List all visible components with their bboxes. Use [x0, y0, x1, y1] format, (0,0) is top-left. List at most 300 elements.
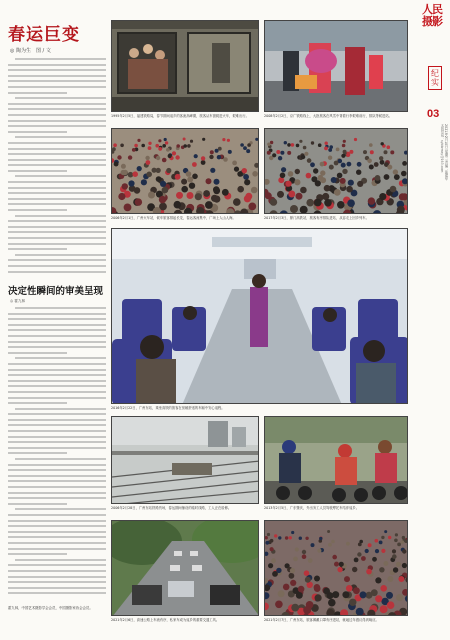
text-line — [8, 436, 106, 438]
crowd-figure — [252, 171, 258, 177]
text-line — [8, 369, 106, 371]
crowd-figure — [228, 150, 232, 154]
crowd-figure — [187, 192, 194, 199]
text-line — [8, 525, 106, 527]
photo-caption: 2008年2月2日，京广铁路线上，大批旅客在风雪中背着行李艰难前行，排队等候进站。 — [264, 114, 392, 118]
photo-caption: 2017年2月3日，厦门高铁站，旅客有序排队进站，从容走上回乡列车。 — [264, 216, 369, 220]
text-line — [15, 136, 106, 138]
crowd-figure — [288, 191, 295, 198]
crowd-figure — [287, 143, 291, 147]
text-line — [8, 413, 106, 415]
crowd-figure — [328, 543, 332, 547]
crowd-figure — [384, 150, 388, 154]
crowd-figure — [383, 561, 388, 566]
crowd-figure — [353, 587, 360, 594]
text-line — [8, 125, 106, 127]
crowd-figure — [372, 557, 377, 562]
crowd-figure — [291, 531, 294, 534]
text-line — [8, 131, 67, 133]
crowd-figure — [392, 554, 397, 559]
crowd-figure — [368, 543, 372, 547]
text-line — [8, 492, 106, 494]
crowd-figure — [340, 178, 346, 184]
crowd-figure — [387, 145, 391, 149]
crowd-figure — [214, 179, 220, 185]
crowd-figure — [346, 153, 350, 157]
crowd-figure — [401, 171, 407, 177]
text-line — [15, 97, 106, 99]
crowd-figure — [369, 165, 374, 170]
crowd-figure — [121, 170, 126, 175]
crowd-figure — [218, 147, 222, 151]
crowd-figure — [342, 144, 346, 148]
crowd-figure — [113, 143, 117, 147]
crowd-figure — [393, 567, 398, 572]
crowd-figure — [295, 547, 299, 551]
text-line — [15, 215, 106, 217]
crowd-figure — [223, 157, 228, 162]
crowd-figure — [305, 577, 311, 583]
text-line — [8, 69, 106, 71]
crowd-figure — [349, 599, 356, 606]
crowd-figure — [386, 592, 393, 599]
crowd-figure — [315, 594, 322, 601]
crowd-figure — [344, 576, 350, 582]
text-line — [15, 508, 106, 510]
crowd-figure — [343, 140, 346, 143]
crowd-figure — [392, 549, 396, 553]
text-line — [8, 570, 106, 572]
section-label: 纪实 — [428, 66, 442, 90]
crowd-figure — [137, 166, 142, 171]
crowd-figure — [302, 554, 307, 559]
crowd-figure — [134, 144, 138, 148]
photo-travelers-luggage — [264, 20, 408, 112]
crowd-figure — [162, 144, 166, 148]
crowd-figure — [128, 155, 132, 159]
crowd-figure — [348, 180, 354, 186]
crowd-figure — [311, 176, 317, 182]
crowd-figure — [162, 158, 167, 163]
crowd-figure — [267, 533, 270, 536]
crowd-figure — [195, 193, 202, 200]
crowd-figure — [360, 591, 367, 598]
crowd-figure — [244, 179, 250, 185]
text-line — [8, 542, 106, 544]
text-line — [8, 576, 106, 578]
text-line — [8, 64, 106, 66]
crowd-figure — [393, 169, 398, 174]
crowd-figure — [303, 146, 307, 150]
crowd-figure — [379, 541, 383, 545]
text-line — [8, 397, 106, 399]
text-line — [8, 464, 106, 466]
crowd-figure — [328, 156, 332, 160]
crowd-figure — [265, 192, 272, 199]
crowd-figure — [202, 138, 205, 141]
text-line — [8, 475, 106, 477]
crowd-figure — [237, 171, 243, 177]
text-line — [8, 324, 106, 326]
crowd-figure — [366, 592, 373, 599]
crowd-figure — [121, 164, 126, 169]
crowd-figure — [381, 536, 384, 539]
crowd-figure — [158, 139, 161, 142]
crowd-figure — [402, 178, 408, 184]
crowd-figure — [314, 199, 322, 207]
text-line — [8, 153, 106, 155]
photo-train-window — [111, 20, 259, 112]
text-line — [8, 248, 67, 250]
crowd-figure — [278, 590, 285, 597]
crowd-figure — [189, 183, 195, 189]
text-line — [8, 220, 106, 222]
crowd-figure — [320, 162, 325, 167]
crowd-figure — [174, 201, 182, 209]
crowd-figure — [192, 174, 198, 180]
text-line — [8, 497, 106, 499]
crowd-figure — [141, 144, 145, 148]
text-line — [8, 374, 106, 376]
masthead-logo-line2: 摄影 — [422, 15, 442, 28]
crowd-figure — [275, 601, 283, 609]
crowd-figure — [288, 171, 294, 177]
text-line — [8, 553, 67, 555]
text-line — [8, 514, 106, 516]
crowd-figure — [278, 536, 281, 539]
page-title: 春运巨变 — [8, 25, 80, 45]
crowd-figure — [296, 193, 303, 200]
crowd-figure — [402, 563, 407, 568]
crowd-figure — [390, 150, 394, 154]
photo-caption: 1995年2月5日，福建铁路局，春节期间返乡的客流高峰期，旅客从车窗爬进火车，艰难出行。 — [111, 114, 249, 118]
text-line — [8, 243, 106, 245]
text-line — [8, 352, 67, 354]
crowd-figure — [395, 533, 398, 536]
photo-highway-traffic — [111, 520, 259, 616]
text-line — [8, 318, 106, 320]
text-line — [8, 75, 106, 77]
crowd-figure — [329, 165, 334, 170]
crowd-figure — [120, 144, 124, 148]
text-line — [8, 587, 106, 589]
crowd-figure — [318, 175, 324, 181]
photo-caption: 2006年2月28日，广州东站铁路货场，春运期间铺设的临时线路，工人正在检修。 — [111, 506, 232, 510]
crowd-figure — [295, 169, 300, 174]
crowd-figure — [361, 556, 366, 561]
crowd-figure — [270, 547, 274, 551]
crowd-figure — [397, 543, 401, 547]
crowd-figure — [186, 171, 192, 177]
crowd-figure — [375, 175, 381, 181]
text-line — [8, 536, 106, 538]
photo-motorcycle-riders — [264, 416, 408, 504]
crowd-figure — [329, 145, 333, 149]
section-subheading: 决定性瞬间的审美呈现 — [8, 286, 104, 297]
crowd-figure — [337, 567, 342, 572]
crowd-figure — [396, 594, 403, 601]
text-line — [8, 469, 106, 471]
text-line — [15, 175, 106, 177]
crowd-figure — [146, 172, 152, 178]
crowd-figure — [201, 160, 206, 165]
crowd-figure — [246, 149, 250, 153]
crowd-figure — [290, 568, 295, 573]
crowd-figure — [176, 192, 183, 199]
crowd-figure — [398, 576, 404, 582]
crowd-figure — [300, 187, 307, 194]
text-line — [8, 380, 106, 382]
crowd-figure — [232, 161, 237, 166]
crowd-figure — [359, 540, 363, 544]
text-line — [8, 313, 106, 315]
crowd-figure — [211, 195, 218, 202]
crowd-figure — [278, 156, 282, 160]
crowd-figure — [291, 143, 295, 147]
crowd-figure — [234, 167, 239, 172]
crowd-figure — [334, 189, 341, 196]
crowd-figure — [268, 563, 273, 568]
crowd-figure — [334, 562, 339, 567]
crowd-figure — [206, 178, 212, 184]
crowd-figure — [354, 558, 359, 563]
crowd-figure — [404, 151, 408, 155]
photo-caption: 2021年2月7日，广州东站，旅客佩戴口罩有序进站，就地过年倡议得到响应。 — [264, 618, 379, 622]
masthead-logo: 人民 — [422, 3, 442, 16]
crowd-figure — [141, 179, 147, 185]
crowd-figure — [248, 203, 256, 211]
text-line — [15, 307, 106, 309]
crowd-figure — [305, 537, 308, 540]
crowd-figure — [165, 141, 168, 144]
crowd-figure — [209, 155, 213, 159]
crowd-figure — [357, 552, 361, 556]
text-line — [8, 237, 106, 239]
crowd-figure — [356, 608, 364, 616]
crowd-figure — [156, 156, 160, 160]
crowd-figure — [300, 206, 308, 214]
crowd-figure — [270, 198, 277, 205]
crowd-figure — [164, 138, 167, 141]
text-line — [8, 531, 106, 533]
crowd-figure — [357, 162, 362, 167]
crowd-figure — [387, 576, 393, 582]
crowd-figure — [324, 147, 328, 151]
crowd-figure — [346, 585, 353, 592]
text-line — [8, 226, 106, 228]
crowd-figure — [356, 170, 361, 175]
text-line — [8, 259, 106, 261]
text-line — [8, 452, 67, 454]
crowd-figure — [375, 595, 382, 602]
text-line — [8, 335, 106, 337]
text-line — [8, 391, 106, 393]
intro-text-column — [8, 58, 106, 278]
crowd-figure — [308, 558, 313, 563]
photo-caption: 2006年2月1日，广州火车站，候车旅客排起长龙，春运客流集中，广场上人山人海。 — [111, 216, 236, 220]
crowd-figure — [205, 201, 213, 209]
text-line — [15, 458, 106, 460]
crowd-figure — [183, 138, 186, 141]
crowd-figure — [213, 186, 220, 193]
crowd-figure — [336, 148, 340, 152]
photo-caption: 2016年2月22日，广州东站，乘坐高铁的旅客在宽敞舒适的车厢中安心返程。 — [111, 406, 225, 410]
crowd-figure — [368, 197, 375, 204]
crowd-figure — [172, 151, 176, 155]
crowd-figure — [118, 193, 125, 200]
crowd-figure — [307, 158, 312, 163]
crowd-figure — [299, 537, 302, 540]
crowd-figure — [128, 180, 134, 186]
photo-train-interior — [111, 228, 408, 404]
crowd-figure — [181, 179, 187, 185]
crowd-figure — [402, 161, 407, 166]
crowd-figure — [166, 168, 171, 173]
crowd-figure — [306, 173, 312, 179]
crowd-figure — [296, 144, 300, 148]
crowd-figure — [159, 196, 166, 203]
crowd-figure — [187, 144, 191, 148]
crowd-figure — [240, 143, 244, 147]
text-line — [8, 142, 106, 144]
crowd-figure — [158, 147, 162, 151]
text-line — [8, 363, 106, 365]
text-line — [8, 120, 106, 122]
crowd-figure — [175, 155, 179, 159]
text-line — [8, 164, 106, 166]
crowd-figure — [284, 141, 287, 144]
crowd-figure — [367, 159, 372, 164]
text-line — [8, 430, 106, 432]
crowd-figure — [346, 542, 350, 546]
crowd-figure — [124, 204, 132, 212]
crowd-figure — [380, 605, 388, 613]
crowd-figure — [265, 541, 269, 545]
crowd-figure — [280, 173, 286, 179]
text-line — [8, 564, 106, 566]
crowd-figure — [255, 138, 258, 141]
crowd-figure — [287, 151, 291, 155]
text-line — [8, 203, 106, 205]
essay-author: ◎ 霍九林 — [10, 299, 26, 303]
crowd-figure — [145, 156, 149, 160]
essay-text-column — [8, 307, 106, 603]
crowd-figure — [313, 168, 318, 173]
crowd-figure — [318, 143, 322, 147]
crowd-figure — [201, 156, 205, 160]
crowd-figure — [314, 576, 320, 582]
photo-rail-yard — [111, 416, 259, 504]
crowd-figure — [156, 176, 162, 182]
crowd-figure — [337, 173, 343, 179]
crowd-figure — [222, 189, 229, 196]
crowd-figure — [349, 150, 353, 154]
text-line — [15, 254, 106, 256]
crowd-figure — [396, 562, 401, 567]
crowd-figure — [384, 530, 387, 533]
crowd-figure — [374, 162, 379, 167]
crowd-figure — [210, 150, 214, 154]
crowd-figure — [397, 206, 405, 214]
crowd-figure — [148, 146, 152, 150]
text-line — [8, 159, 106, 161]
crowd-figure — [387, 601, 395, 609]
crowd-figure — [203, 190, 210, 197]
crowd-figure — [327, 530, 330, 533]
crowd-figure — [324, 199, 332, 207]
crowd-figure — [227, 139, 230, 142]
crowd-figure — [112, 147, 116, 151]
text-line — [8, 187, 106, 189]
crowd-figure — [387, 165, 392, 170]
crowd-figure — [304, 152, 308, 156]
crowd-figure — [168, 154, 172, 158]
photo-crowd-square — [111, 128, 259, 214]
crowd-figure — [134, 187, 141, 194]
crowd-figure — [278, 177, 284, 183]
crowd-figure — [190, 140, 193, 143]
text-line — [8, 503, 67, 505]
crowd-figure — [233, 198, 241, 206]
text-line — [8, 231, 106, 233]
crowd-figure — [243, 146, 247, 150]
crowd-figure — [380, 160, 385, 165]
text-line — [8, 265, 106, 267]
text-line — [15, 357, 106, 359]
crowd-figure — [370, 150, 374, 154]
crowd-figure — [366, 569, 372, 575]
crowd-figure — [271, 558, 276, 563]
text-line — [8, 192, 106, 194]
text-line — [8, 114, 106, 116]
crowd-figure — [324, 185, 331, 192]
crowd-figure — [401, 193, 408, 200]
text-line — [8, 148, 106, 150]
crowd-figure — [245, 193, 252, 200]
text-line — [8, 108, 106, 110]
crowd-figure — [342, 169, 347, 174]
crowd-figure — [302, 550, 306, 554]
text-line — [8, 424, 106, 426]
crowd-figure — [210, 168, 215, 173]
crowd-figure — [380, 585, 387, 592]
text-line — [8, 486, 106, 488]
crowd-figure — [347, 162, 352, 167]
text-line — [8, 419, 106, 421]
crowd-figure — [354, 138, 357, 141]
crowd-figure — [135, 198, 142, 205]
crowd-figure — [311, 141, 314, 144]
text-line — [8, 341, 106, 343]
crowd-figure — [183, 144, 187, 148]
text-line — [8, 92, 67, 94]
crowd-figure — [148, 192, 155, 199]
crowd-figure — [277, 191, 284, 198]
crowd-figure — [381, 142, 384, 145]
crowd-figure — [267, 151, 271, 155]
crowd-figure — [331, 177, 337, 183]
crowd-figure — [293, 557, 298, 562]
crowd-figure — [379, 567, 384, 572]
crowd-figure — [369, 143, 373, 147]
crowd-figure — [155, 144, 159, 148]
crowd-figure — [339, 562, 344, 567]
crowd-figure — [290, 205, 298, 213]
text-line — [8, 441, 106, 443]
crowd-figure — [175, 174, 181, 180]
crowd-figure — [280, 151, 284, 155]
crowd-figure — [357, 181, 363, 187]
